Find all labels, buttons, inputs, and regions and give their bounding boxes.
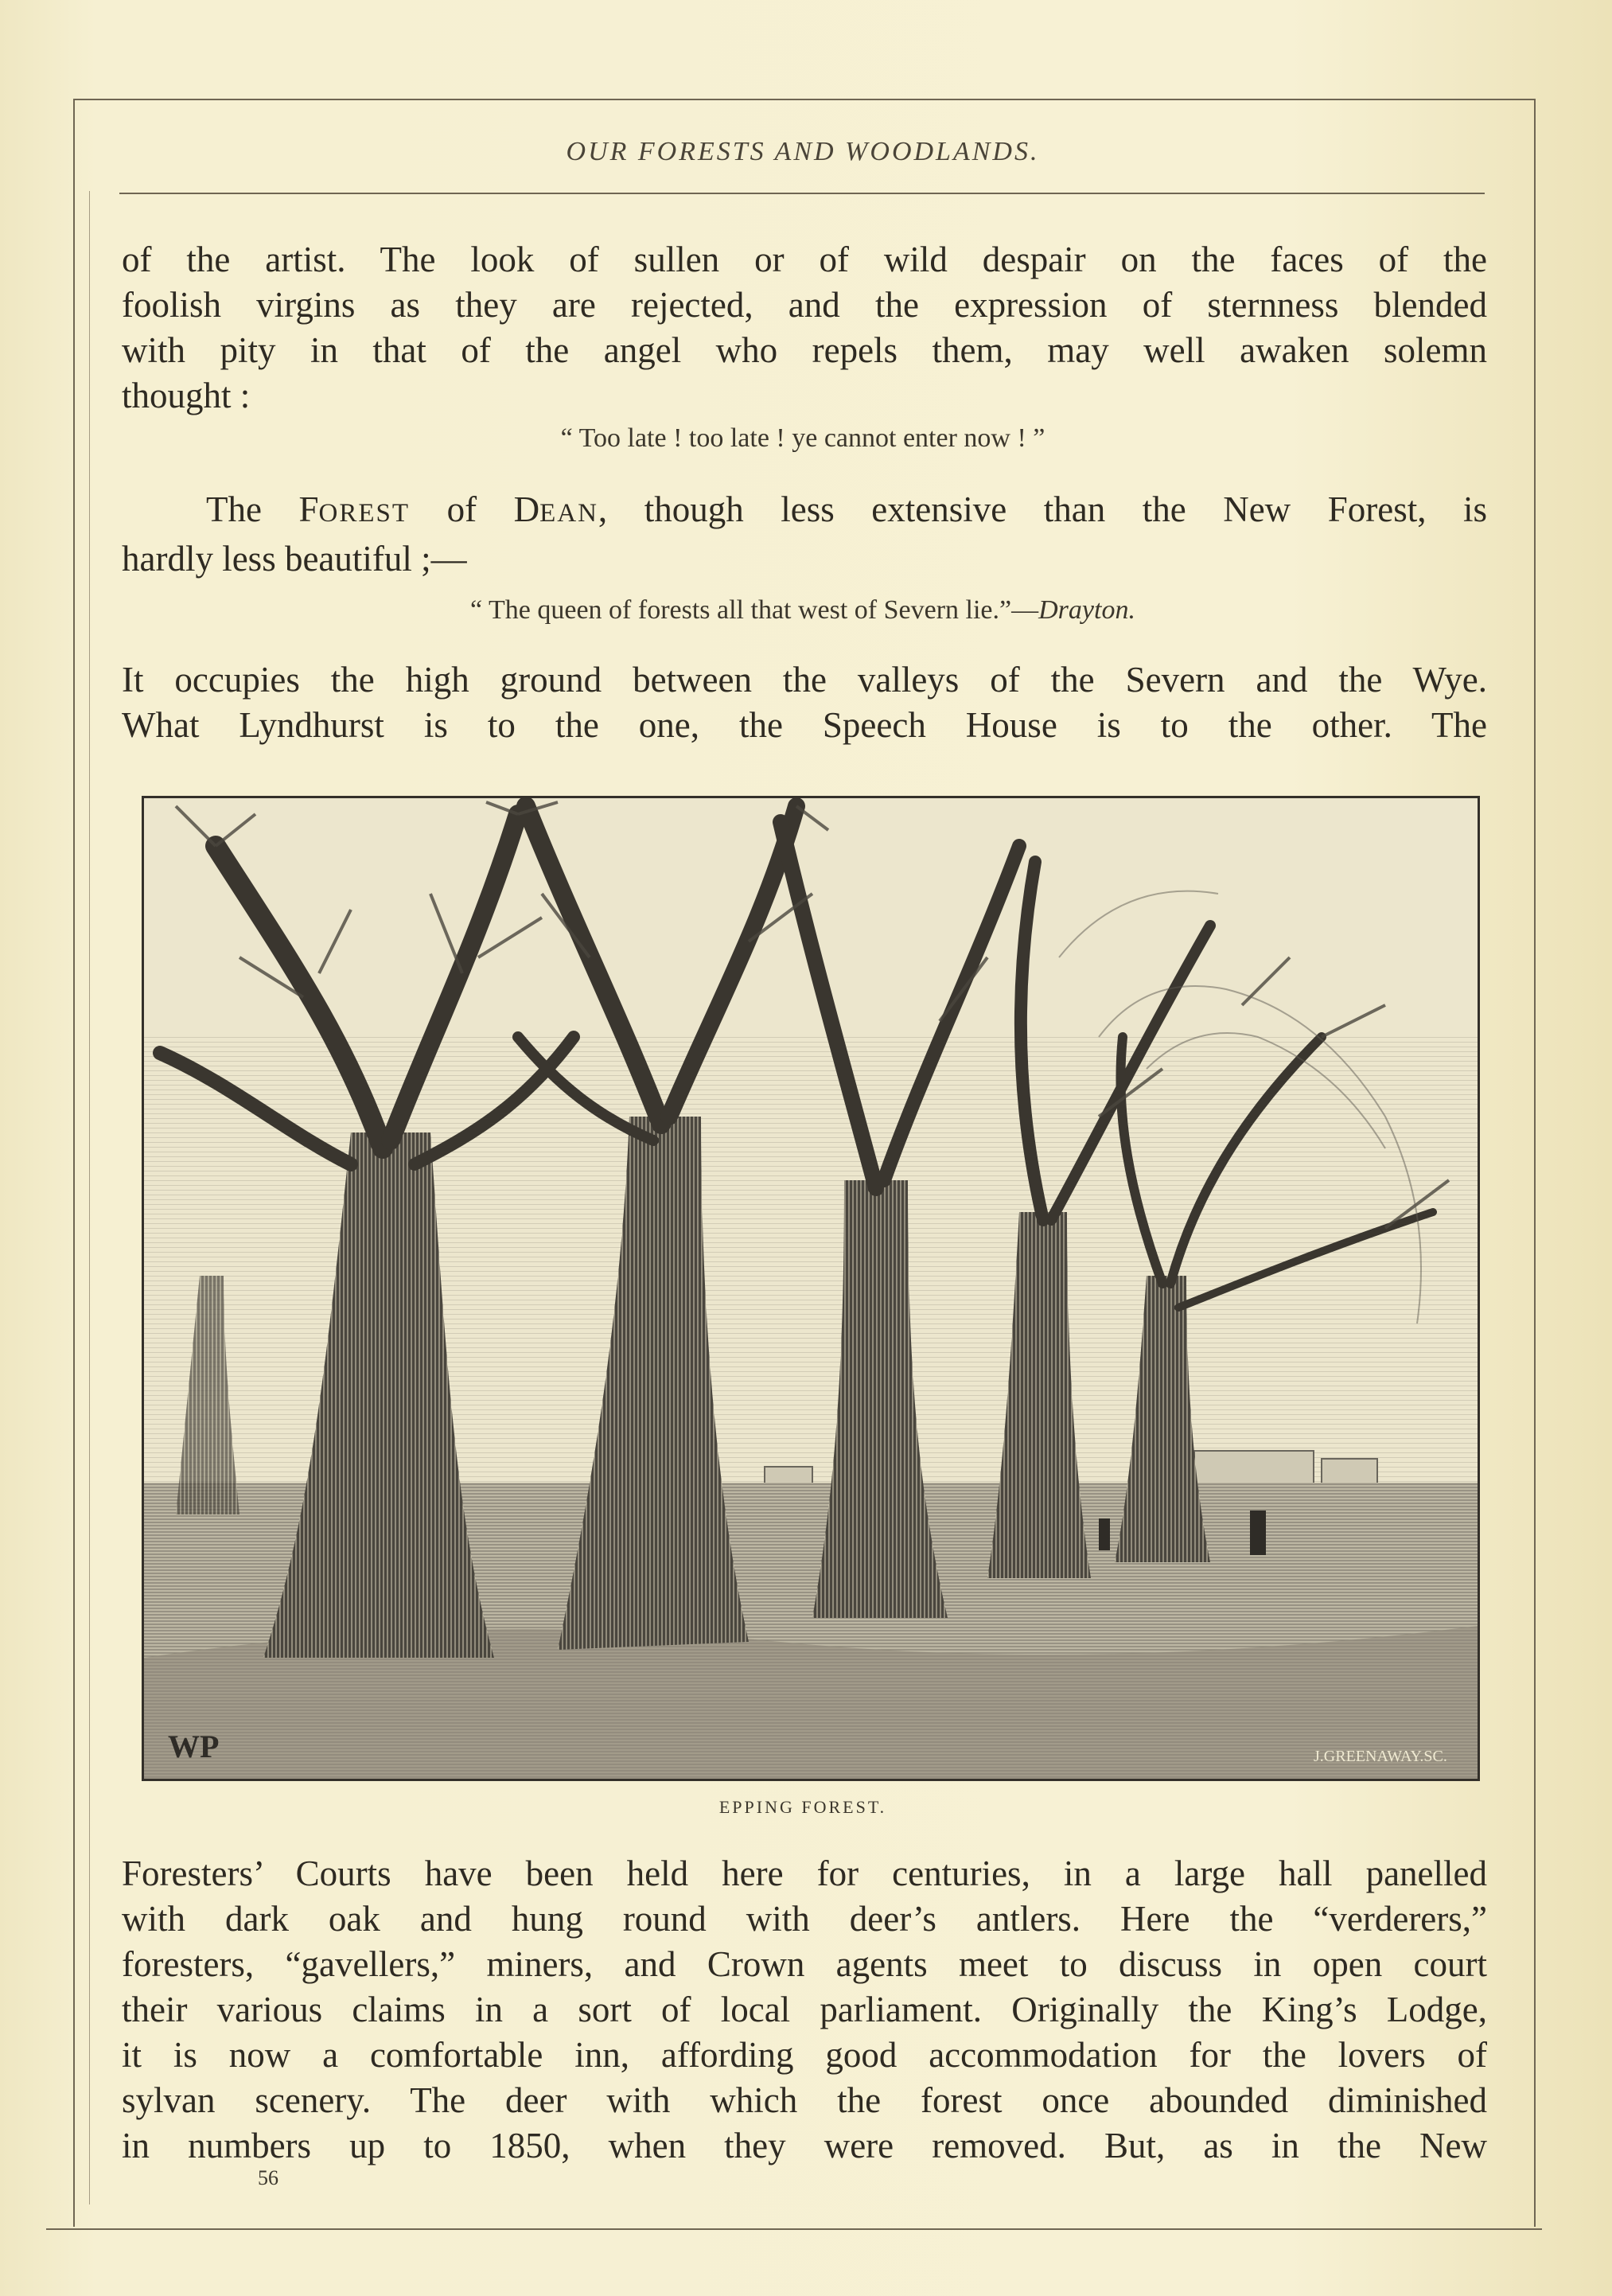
quote-drayton	[73, 595, 1532, 626]
dean-small-caps: EAN	[539, 499, 598, 528]
page-frame-bottom-rule	[46, 2228, 1542, 2230]
paragraph-3	[122, 657, 1487, 748]
paragraph-2	[122, 487, 1487, 582]
para2-post: , though less extensive than the New Forest, is	[598, 489, 1487, 529]
quote-drayton-attribution: Drayton.	[1038, 595, 1135, 625]
para3-line: What Lyndhurst is to the one, the Speech House is to the other. The	[122, 705, 1487, 745]
paragraph-1	[122, 237, 1487, 419]
para4-line: with dark oak and hung round with deer’s antlers. Here the “verderers,”	[122, 1899, 1487, 1939]
forest-small-caps: OREST	[318, 499, 411, 528]
para1-line: of the artist. The look of sullen or of wild despair on the faces of the	[122, 240, 1487, 279]
para1-line: thought :	[122, 376, 251, 415]
paragraph-4	[122, 1851, 1487, 2169]
dean-initial: D	[513, 489, 540, 529]
page-number: 56	[258, 2166, 278, 2189]
engraver-signature: J.GREENAWAY.SC.	[1314, 1748, 1447, 1765]
para1-line: foolish virgins as they are rejected, and the expression of sternness blended	[122, 285, 1487, 325]
para2-pre: The	[206, 489, 299, 529]
para3-line: It occupies the high ground between the valleys of the Severn and the Wye.	[122, 660, 1487, 700]
figure-caption: EPPING FOREST.	[718, 1797, 887, 1817]
epping-forest-engraving	[142, 796, 1480, 1781]
para4-line: Foresters’ Courts have been held here for centuries, in a large hall panelled	[122, 1854, 1487, 1893]
running-head: OUR FORESTS AND WOODLANDS.	[566, 137, 1040, 166]
para4-line: sylvan scenery. The deer with which the forest once abounded diminished	[122, 2080, 1487, 2120]
forest-initial: F	[298, 489, 319, 529]
para4-line: in numbers up to 1850, when they were removed. But, as in the New	[122, 2126, 1487, 2165]
engraver-monogram: WP	[168, 1729, 220, 1764]
para4-line: their various claims in a sort of local parliament. Originally the King’s Lodge,	[122, 1990, 1487, 2029]
para1-line: with pity in that of the angel who repels them, may well awaken solemn	[122, 330, 1487, 370]
para2-line: hardly less beautiful ;—	[122, 539, 467, 579]
para4-line: it is now a comfortable inn, affording good accommodation for the lovers of	[122, 2035, 1487, 2075]
para2-line	[122, 487, 1487, 536]
quote-too-late: “ Too late ! too late ! ye cannot enter now ! ”	[560, 423, 1045, 453]
para4-line: foresters, “gavellers,” miners, and Crown agents meet to discuss in open court	[122, 1944, 1487, 1984]
para2-mid: of	[410, 489, 514, 529]
quote-drayton-text: “ The queen of forests all that west of Severn lie.”—	[470, 595, 1039, 625]
header-rule	[119, 193, 1485, 194]
inner-margin-rule	[89, 191, 90, 2204]
